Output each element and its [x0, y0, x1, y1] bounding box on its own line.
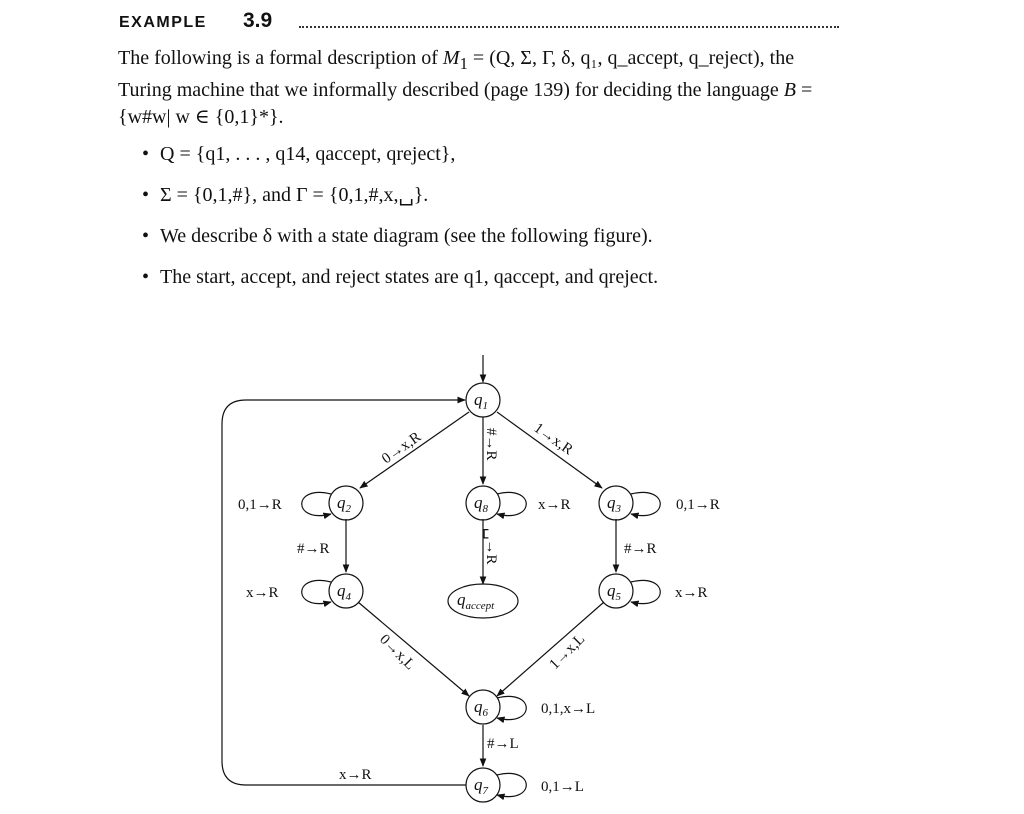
edge-q1-q3 [497, 412, 602, 488]
example-number: 3.9 [243, 9, 273, 32]
label-q3-q5: #→R [624, 541, 657, 557]
loop-q7 [497, 773, 526, 796]
state-q2-label: $q_2$ [337, 493, 351, 515]
edge-q4-q6 [358, 602, 469, 696]
loop-q2 [302, 492, 331, 515]
language-definition: = {w#w| w ∈ {0,1}*}. [118, 79, 813, 128]
label-q5-q6: 1→x,L [546, 631, 589, 673]
loop-q3 [631, 492, 660, 515]
label-q3-loop: 0,1→R [676, 497, 720, 513]
intro-text-1: The following is a formal description of [118, 47, 443, 69]
state-q5-label: $q_5$ [607, 581, 621, 603]
state-q6-label: $q_6$ [474, 697, 488, 719]
language-symbol: B [783, 79, 796, 101]
state-q3-label: $q_3$ [607, 493, 621, 515]
loop-q5 [631, 580, 660, 603]
intro-text-2: the Turing machine that we informally described (page 139) for deciding the language [118, 47, 795, 101]
bullet-transition: • We describe δ with a state diagram (see the following figure). [142, 224, 842, 265]
label-q6-loop: 0,1,x→L [541, 701, 596, 717]
label-q7-q1: x→R [339, 767, 372, 783]
label-q1-q2: 0→x,R [379, 429, 425, 468]
machine-symbol: M [442, 47, 460, 69]
state-qaccept-label: $q_{accept}$ [457, 590, 495, 612]
label-q1-q8: #→R [483, 428, 499, 461]
edge-q1-q2 [360, 412, 469, 488]
state-q4-label: $q_4$ [337, 581, 351, 603]
loop-q8 [497, 492, 526, 515]
state-q8-label: $q_8$ [474, 493, 488, 515]
label-q8-loop: x→R [538, 497, 571, 513]
machine-tuple: = (Q, Σ, Γ, δ, q₁, q_accept, q_reject), [467, 47, 765, 69]
state-q7-label: $q_7$ [474, 775, 488, 797]
label-q7-loop: 0,1→L [541, 779, 584, 795]
bullet-states: • Q = {q1, . . . , q14, qaccept, qreject}, [142, 142, 842, 183]
machine-subscript: 1 [459, 54, 468, 73]
loop-q6 [497, 696, 526, 719]
label-q8-qaccept: ␣→R [483, 528, 499, 565]
state-q1-label: $q_1$ [474, 390, 488, 412]
label-q2-q4: #→R [297, 541, 330, 557]
label-q4-q6: 0→x,L [376, 631, 418, 674]
loop-q4 [302, 580, 331, 603]
label-q2-loop: 0,1→R [238, 497, 282, 513]
edge-q5-q6 [497, 602, 604, 696]
label-q5-loop: x→R [675, 585, 708, 601]
bullet-special-states: • The start, accept, and reject states are q1, qaccept, and qreject. [142, 265, 842, 306]
bullet-alphabets: • Σ = {0,1,#}, and Γ = {0,1,#,x,␣}. [142, 183, 842, 224]
label-q4-loop: x→R [246, 585, 279, 601]
example-label: EXAMPLE [119, 14, 207, 31]
label-q6-q7: #→L [487, 736, 519, 752]
label-q1-q3: 1→x,R [530, 420, 576, 459]
